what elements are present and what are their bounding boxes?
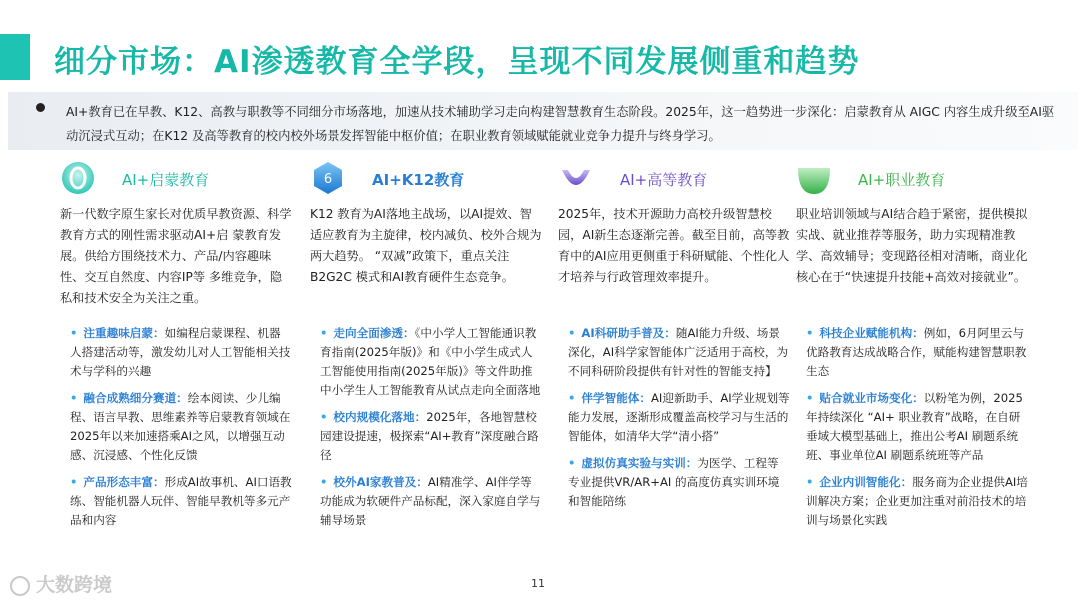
title-accent-bar: [0, 34, 30, 80]
green-bowl-icon: [796, 160, 832, 196]
bullet-icon: •: [806, 475, 814, 489]
watermark-logo-icon: [10, 576, 30, 596]
list-item: • 融合成熟细分赛道：绘本阅读、少儿编程、语言早教、思维素养等启蒙教育领域在2025年以来加速搭乘AI之风，以增强互动感、沉浸感、个性化反馈: [70, 391, 291, 462]
column-items: [568, 324, 790, 519]
column-vocational-education: [796, 160, 1028, 527]
column-k12-education: [310, 160, 542, 527]
bullet-dot-icon: [36, 103, 45, 112]
bullet-icon: •: [568, 326, 576, 340]
list-item: • 注重趣味启蒙：如编程启蒙课程、机器人搭建活动等，激发幼儿对人工智能相关技术与学科的兴趣: [70, 326, 291, 378]
column-header: [558, 160, 790, 196]
column-title: AI+高等教育: [620, 171, 708, 189]
purple-arc-icon: [558, 160, 594, 196]
blue-hexagon-icon: [310, 160, 346, 196]
column-items: [806, 324, 1028, 538]
bullet-icon: •: [806, 391, 814, 405]
column-items: [320, 324, 542, 538]
bullet-icon: •: [70, 475, 78, 489]
column-header: [310, 160, 542, 196]
list-item: • 贴合就业市场变化：以粉笔为例，2025年持续深化 “AI+ 职业教育”战略，在自研垂域大模型基础上，推出公考AI 刷题系统班、事业单位AI 刷题系统班等产品: [806, 391, 1023, 462]
column-description: 2025年，技术开源助力高校升级智慧校园，AI新生态逐渐完善。截至目前，高等教育中的AI应用更侧重于科研赋能、个性化人才培养与行政管理效率提升。: [558, 207, 790, 284]
list-item: • 科技企业赋能机构：例如，6月阿里云与优路教育达成战略合作，赋能构建智慧职教生态: [806, 326, 1027, 378]
column-title: AI+K12教育: [372, 171, 465, 189]
list-item: • 校内规模化落地：2025年，各地智慧校园建设提速，极探索“AI+教育”深度融合路径: [320, 410, 539, 462]
list-item: • 走向全面渗透：《中小学人工智能通识教育指南(2025年版)》和《中小学生成式人工智能使用指南(2025年版)》等文件助推中小学生人工智能教育从试点走向全面落地: [320, 326, 541, 397]
bullet-icon: •: [806, 326, 814, 340]
list-item: • 伴学智能体：AI迎新助手、AI学业规划等能力发展，逐渐形成覆盖高校学习与生活的智能体，如清华大学“清小搭”: [568, 391, 790, 443]
intro-text: AI+教育已在早教、K12、高教与职教等不同细分市场落地，加速从技术辅助学习走向构建智慧教育生态阶段。2025年，这一趋势进一步深化：启蒙教育从 AIGC 内容生成升级至AI驱动沉浸式互动；在K12 及高等教育的校内校外场景发挥智能中枢价值；在职业教育领域赋能就业竞争力提升与终身学习。: [66, 105, 1055, 143]
column-early-education: [60, 160, 292, 527]
list-item: • 校外AI家教普及：AI精准学、AI伴学等功能成为软硬件产品标配，深入家庭自学与辅导场景: [320, 475, 541, 527]
column-higher-education: [558, 160, 790, 508]
svg-text:6: 6: [323, 172, 333, 187]
column-description: 新一代数字原生家长对优质早教资源、科学教育方式的刚性需求驱动AI+启 蒙教育发展。供给方围绕技术力、产品/内容趣味性、交互自然度、内容IP等 多维竞争，隐私和技术安全为关注之重。: [60, 207, 292, 305]
bullet-icon: •: [320, 475, 328, 489]
list-item: • 虚拟仿真实验与实训：为医学、工程等专业提供VR/AR+AI 的高度仿真实训环境和智能陪练: [568, 456, 780, 508]
bullet-icon: •: [70, 391, 78, 405]
page-title: 细分市场：AI渗透教育全学段，呈现不同发展侧重和趋势: [54, 44, 860, 80]
column-title: AI+启蒙教育: [122, 171, 210, 189]
bullet-icon: •: [320, 410, 328, 424]
column-items: [70, 324, 292, 538]
column-header: [60, 160, 292, 196]
column-description: K12 教育为AI落地主战场，以AI提效、智适应教育为主旋律，校内减负、校外合规为两大趋势。 “双减”政策下，重点关注B2G2C 模式和AI教育硬件生态竞争。: [310, 207, 542, 284]
column-title: AI+职业教育: [858, 171, 946, 189]
bullet-icon: •: [320, 326, 328, 340]
column-description: 职业培训领域与AI结合趋于紧密，提供模拟实战、就业推荐等服务，助力实现精准教学、高效辅导；变现路径相对清晰，商业化核心在于“快速提升技能+高效对接就业”。: [796, 207, 1028, 284]
teal-ring-icon: [60, 160, 96, 196]
watermark: 大数跨境: [10, 570, 112, 597]
page-number: 11: [531, 577, 545, 590]
bullet-icon: •: [568, 391, 576, 405]
list-item: • AI科研助手普及：随AI能力升级、场景深化，AI科学家智能体广泛适用于高校，为不同科研阶段提供有针对性的智能支持】: [568, 326, 789, 378]
list-item: • 企业内训智能化：服务商为企业提供AI培训解决方案；企业更加注重对前沿技术的培训与场景化实践: [806, 475, 1028, 527]
column-header: [796, 160, 1028, 196]
bullet-icon: •: [70, 326, 78, 340]
bullet-icon: •: [568, 456, 576, 470]
list-item: • 产品形态丰富：形成AI故事机、AI口语教练、智能机器人玩伴、智能早教机等多元产品和内容: [70, 475, 292, 527]
